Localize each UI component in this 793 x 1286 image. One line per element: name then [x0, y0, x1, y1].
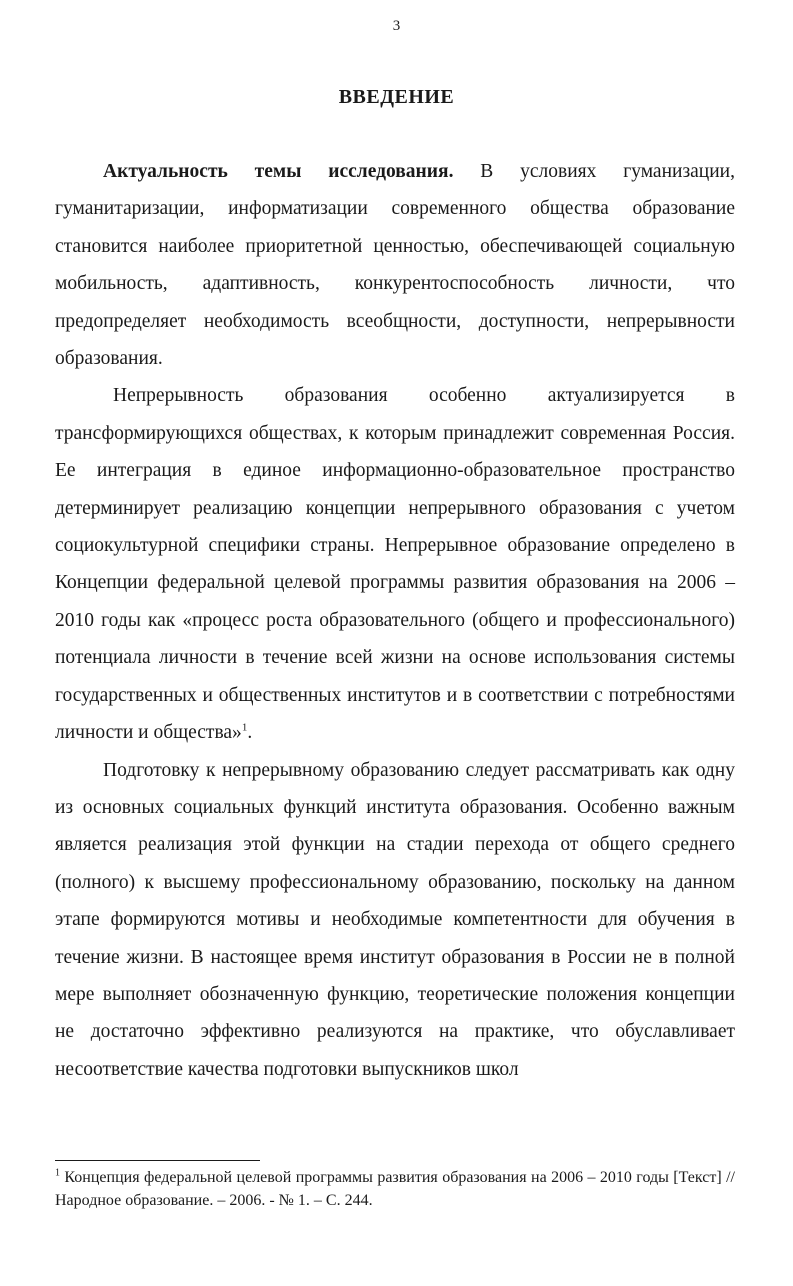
- page-number: 3: [392, 18, 401, 34]
- footnote-reference: 1: [241, 721, 248, 734]
- paragraph-preparation: [55, 752, 735, 1089]
- body-text: [55, 153, 735, 1088]
- paragraph-text: Подготовку к непрерывному образованию следует рассматривать как одну из основных социальных функций института образования. Особенно важным является реализация этой функции на стадии перехода от общего среднего (полного) к высшему профессиональному образованию, поскольку на данном этапе формируются мотивы и необходимые компетентности для обучения в течение жизни. В настоящее время институт образования в России не в полной мере выполняет обозначенную функцию, теоретические положения концепции не достаточно эффективно реализуются на практике, что обуславливает несоответствие качества подготовки выпускников школ: [55, 759, 735, 1080]
- footnote-divider: [55, 1160, 260, 1161]
- paragraph-end: .: [247, 722, 253, 744]
- paragraph-relevance: [55, 153, 735, 377]
- paragraph-text: Непрерывность образования особенно актуализируется в трансформирующихся обществах, к которым принадлежит современная Россия. Ее интеграция в единое информационно-образовательное пространство детерминирует реализацию концепции непрерывного образования с учетом социокультурной специфики страны. Непрерывное образование определено в Концепции федеральной целевой программы развития образования на 2006 – 2010 годы как «процесс роста образовательного (общего и профессионального) потенциала личности в течение всей жизни на основе использования системы государственных и общественных институтов и в соответствии с потребностями личности и общества»: [55, 385, 735, 744]
- footnote-text: Концепция федеральной целевой программы развития образования на 2006 – 2010 годы [Текст] // Народное образование. – 2006. - № 1. – С. 244.: [55, 1169, 735, 1209]
- paragraph-continuity: [55, 377, 735, 751]
- paragraph-lead: Актуальность темы исследования.: [103, 161, 454, 182]
- paragraph-text: В условиях гуманизации, гуманитаризации, информатизации современного общества образование становится наиболее приоритетной ценностью, обеспечивающей социальную мобильность, адаптивность, конкурентоспособность личности, что предопределяет необходимость всеобщности, доступности, непрерывности образования.: [55, 161, 735, 370]
- footnote-marker: 1: [55, 1167, 60, 1179]
- footnote: [55, 1166, 735, 1212]
- section-heading: ВВЕДЕНИЕ: [338, 86, 455, 108]
